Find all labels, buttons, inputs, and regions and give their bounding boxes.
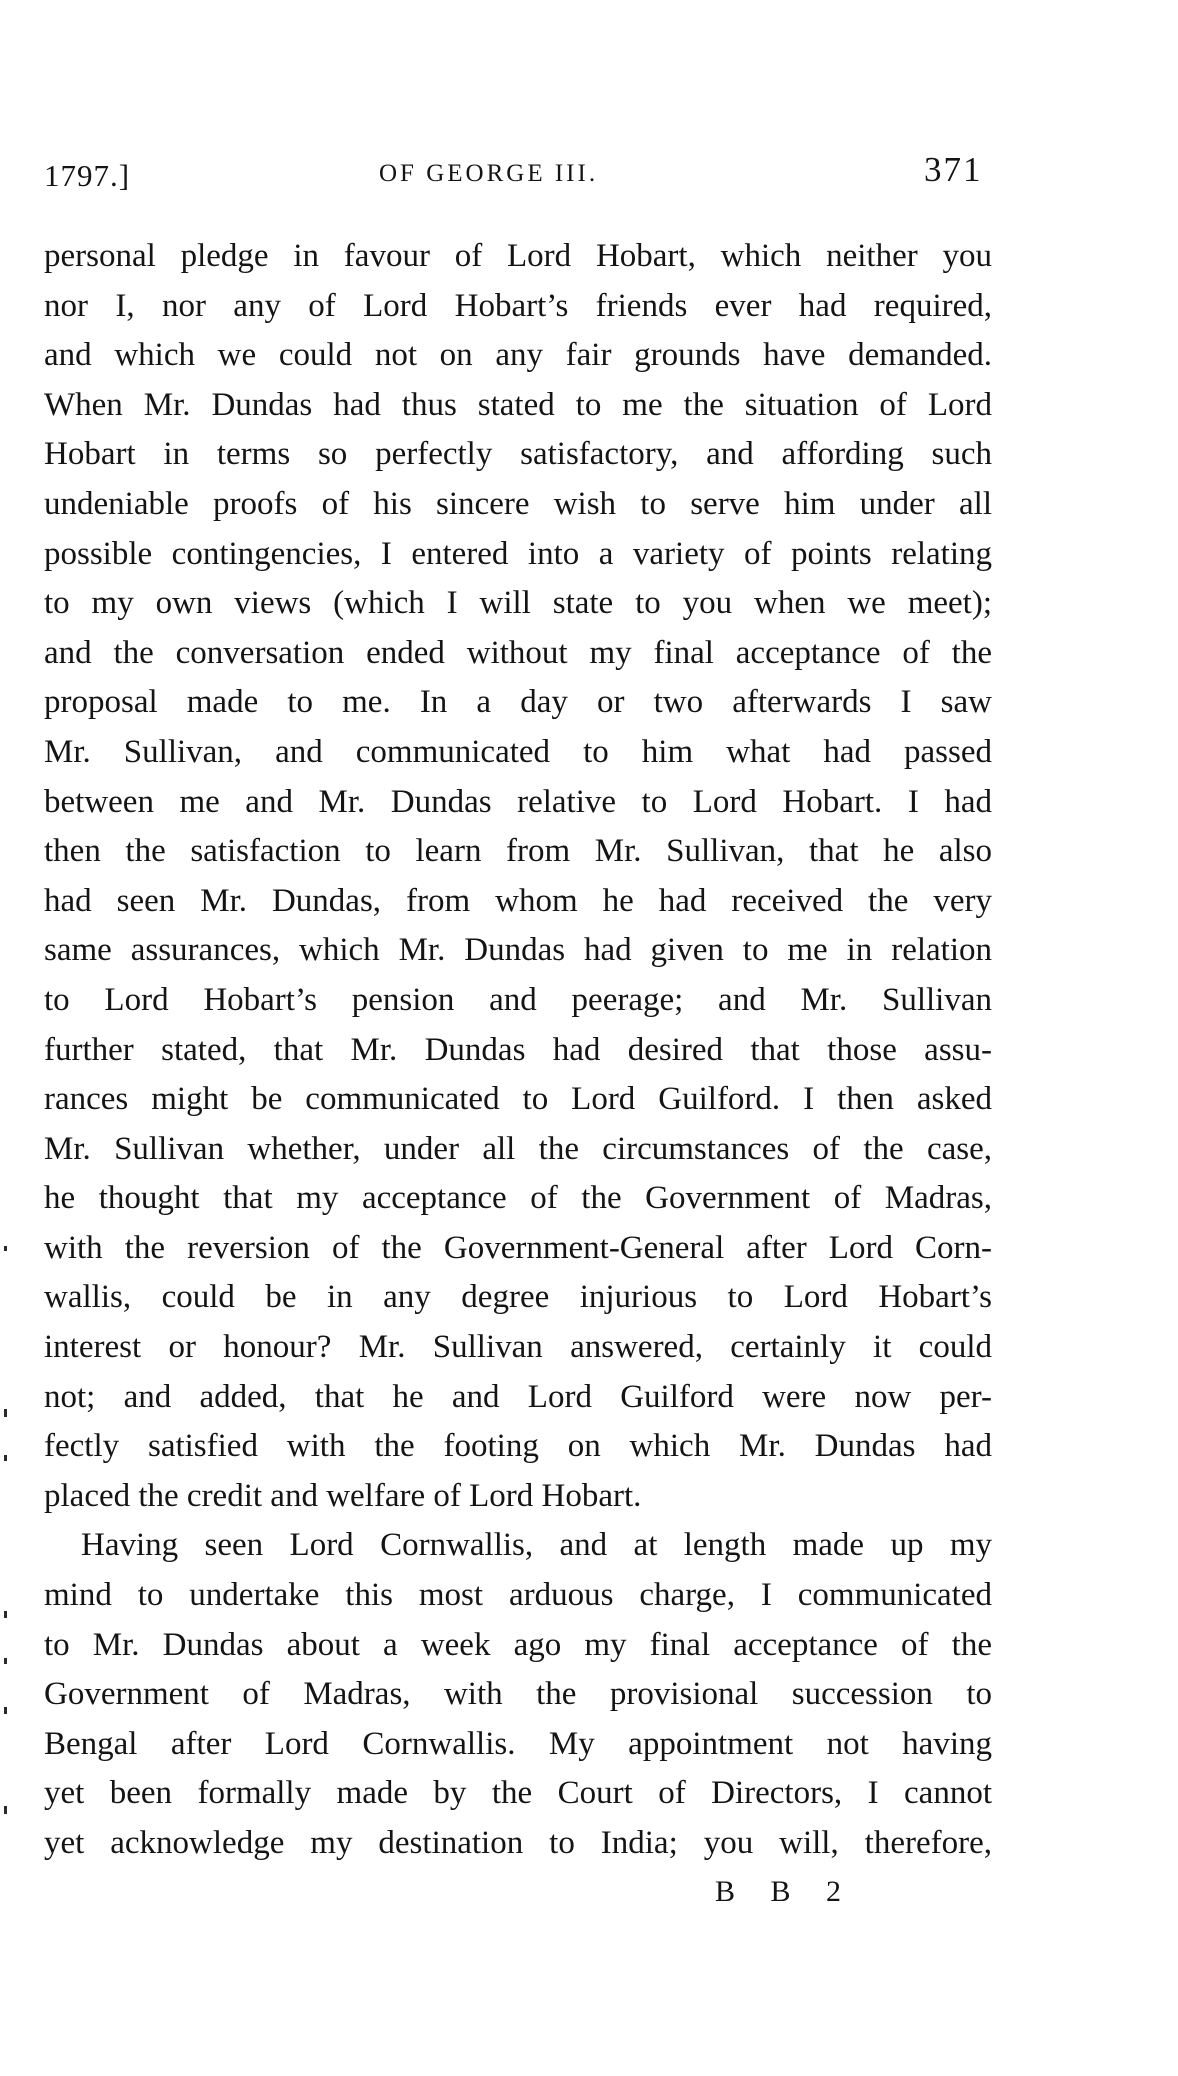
- text-line: to my own views (which I will state to you when we meet);: [44, 585, 992, 622]
- bleed-mark: [4, 1246, 7, 1251]
- bleed-mark: [4, 1611, 7, 1618]
- text-line: undeniable proofs of his sincere wish to serve him under all: [44, 485, 992, 522]
- text-line: mind to undertake this most arduous charge, I communicated: [44, 1577, 992, 1614]
- text-line: had seen Mr. Dundas, from whom he had received the very: [44, 882, 992, 919]
- text-line: and which we could not on any fair grounds have demanded.: [44, 337, 992, 374]
- text-line: yet been formally made by the Court of Directors, I cannot: [44, 1775, 992, 1812]
- text-line: rances might be communicated to Lord Guilford. I then asked: [44, 1081, 992, 1118]
- gutter-bleed-marks: [0, 0, 20, 2076]
- text-line: Bengal after Lord Cornwallis. My appointment not having: [44, 1725, 992, 1762]
- header-title: OF GEORGE III.: [379, 160, 599, 187]
- text-line: not; and added, that he and Lord Guilford were now per-: [44, 1378, 992, 1415]
- text-line: Government of Madras, with the provisional succession to: [44, 1676, 992, 1713]
- bleed-mark: [4, 1409, 7, 1417]
- text-line: between me and Mr. Dundas relative to Lord Hobart. I had: [44, 783, 992, 820]
- text-line: possible contingencies, I entered into a variety of points relating: [44, 535, 992, 572]
- paragraph-start-line: Having seen Lord Cornwallis, and at length made up my: [81, 1527, 992, 1564]
- bleed-mark: [4, 1707, 7, 1714]
- text-line: wallis, could be in any degree injurious to Lord Hobart’s: [44, 1279, 992, 1316]
- signature-mark: B B 2: [715, 1875, 856, 1908]
- text-line: Mr. Sullivan, and communicated to him what had passed: [44, 733, 992, 770]
- text-line: he thought that my acceptance of the Government of Madras,: [44, 1180, 992, 1217]
- bleed-mark: [4, 1658, 7, 1664]
- body-text: [44, 232, 992, 1869]
- bleed-mark: [4, 1455, 7, 1461]
- text-line: then the satisfaction to learn from Mr. Sullivan, that he also: [44, 833, 992, 870]
- text-line: further stated, that Mr. Dundas had desired that those assu-: [44, 1031, 992, 1068]
- text-line: interest or honour? Mr. Sullivan answered, certainly it could: [44, 1329, 992, 1366]
- header-year: 1797.]: [44, 158, 131, 193]
- text-line: to Mr. Dundas about a week ago my final acceptance of the: [44, 1626, 992, 1663]
- running-head: [44, 150, 1004, 200]
- text-line: Mr. Sullivan whether, under all the circumstances of the case,: [44, 1130, 992, 1167]
- page-number: 371: [924, 150, 983, 189]
- text-line: yet acknowledge my destination to India; you will, therefore,: [44, 1825, 992, 1861]
- text-line: fectly satisfied with the footing on which Mr. Dundas had: [44, 1428, 992, 1465]
- text-line: same assurances, which Mr. Dundas had given to me in relation: [44, 932, 992, 969]
- text-line: nor I, nor any of Lord Hobart’s friends ever had required,: [44, 287, 992, 324]
- text-line: and the conversation ended without my final acceptance of the: [44, 634, 992, 671]
- text-line: personal pledge in favour of Lord Hobart, which neither you: [44, 238, 992, 274]
- bleed-mark: [4, 1806, 7, 1814]
- text-line: When Mr. Dundas had thus stated to me the situation of Lord: [44, 386, 992, 423]
- text-line: to Lord Hobart’s pension and peerage; and Mr. Sullivan: [44, 981, 992, 1018]
- text-line: proposal made to me. In a day or two afterwards I saw: [44, 684, 992, 721]
- text-line: with the reversion of the Government-General after Lord Corn-: [44, 1229, 992, 1266]
- text-line: Hobart in terms so perfectly satisfactory, and affording such: [44, 436, 992, 473]
- paragraph-end-line: placed the credit and welfare of Lord Hobart.: [44, 1477, 642, 1514]
